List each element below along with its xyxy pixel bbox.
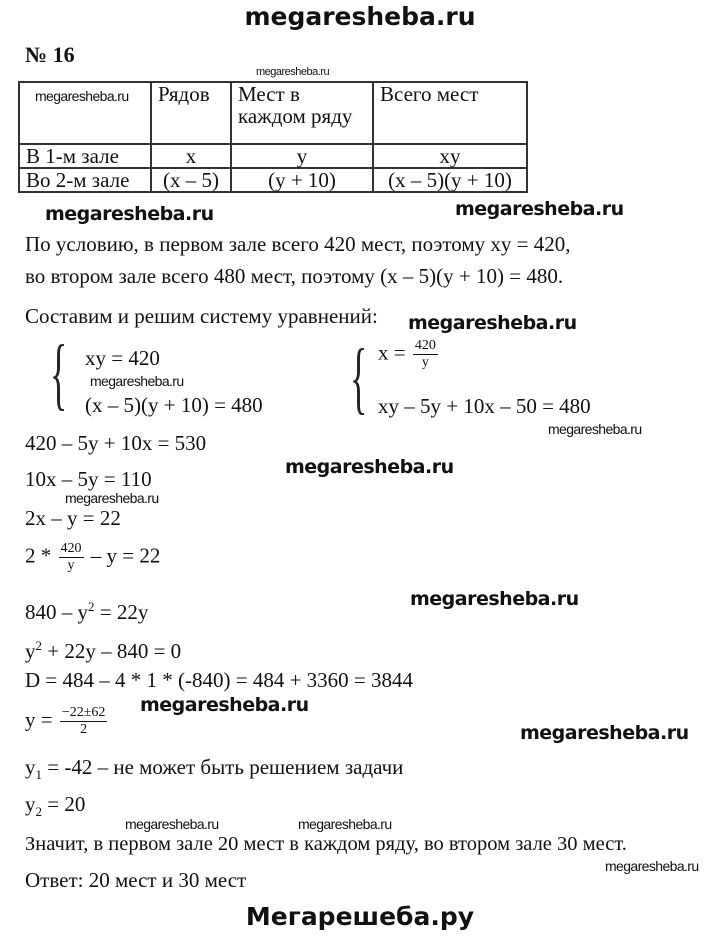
denominator: y — [67, 558, 75, 573]
expr: y = — [25, 707, 58, 732]
table-cell: Во 2-м зале — [19, 168, 151, 192]
text-line: Составим и решим систему уравнений: — [25, 304, 378, 328]
watermark: megaresheba.ru — [35, 88, 129, 104]
text-line — [25, 755, 403, 787]
text-line — [25, 705, 109, 738]
expr: 2 * — [25, 543, 57, 568]
watermark: megaresheba.ru — [605, 858, 699, 874]
text-line: 420 – 5y + 10x = 530 — [25, 431, 207, 455]
expr: = 20 — [42, 792, 86, 816]
watermark: megaresheba.ru — [65, 490, 159, 506]
system-brace: { — [350, 334, 368, 422]
numerator: 420 — [60, 541, 82, 556]
watermark: megaresheba.ru — [520, 722, 689, 744]
watermark: megaresheba.ru — [256, 66, 330, 78]
numerator: 420 — [414, 338, 436, 353]
watermark: megaresheba.ru — [125, 816, 219, 832]
table-header-cell: Рядов — [151, 82, 231, 144]
expr: y — [25, 755, 36, 779]
table-cell: (x – 5)(y + 10) — [373, 168, 527, 192]
expr: – y = 22 — [85, 543, 161, 568]
fraction — [60, 705, 108, 738]
site-footer[interactable]: Мегарешеба.ру — [245, 902, 475, 931]
expr: y — [25, 639, 36, 663]
expr: = -42 – не может быть решением задачи — [42, 755, 404, 779]
text-line — [25, 792, 85, 824]
text-line — [25, 634, 181, 663]
system-brace: { — [50, 330, 68, 418]
denominator: y — [421, 355, 429, 370]
watermark: megaresheba.ru — [455, 198, 624, 220]
subscript: 2 — [35, 804, 42, 820]
table-cell: y — [231, 144, 373, 168]
equation: (x – 5)(y + 10) = 480 — [85, 393, 263, 417]
numerator: −22±62 — [61, 705, 106, 720]
watermark: megaresheba.ru — [140, 694, 309, 716]
text-line: 2x – y = 22 — [25, 506, 121, 530]
equation — [378, 338, 440, 371]
fraction — [413, 338, 438, 371]
text-line: 10x – 5y = 110 — [25, 467, 152, 491]
superscript: 2 — [35, 638, 42, 653]
answer: Ответ: 20 мест и 30 мест — [25, 868, 247, 892]
equation-left: x = — [378, 340, 411, 365]
text-line — [25, 595, 148, 624]
table-cell: x — [151, 144, 231, 168]
table-cell: xy — [373, 144, 527, 168]
expr: 840 – y — [25, 600, 88, 624]
expr: = 22y — [94, 600, 149, 624]
text-line — [25, 541, 160, 574]
watermark: megaresheba.ru — [285, 456, 454, 478]
watermark: megaresheba.ru — [548, 421, 642, 437]
watermark: megaresheba.ru — [90, 373, 184, 389]
fraction — [59, 541, 84, 574]
equation: xy = 420 — [85, 346, 160, 370]
watermark: megaresheba.ru — [45, 203, 214, 225]
task-number: № 16 — [25, 42, 75, 67]
text-line: во втором зале всего 480 мест, поэтому (x – 5)(y + 10) = 480. — [25, 264, 564, 288]
table-row — [19, 168, 527, 192]
text-line: По условию, в первом зале всего 420 мест, поэтому xy = 420, — [25, 232, 571, 256]
table-cell: В 1-м зале — [19, 144, 151, 168]
table-row — [19, 144, 527, 168]
watermark: megaresheba.ru — [408, 312, 577, 334]
expr: y — [25, 792, 36, 816]
table-header-cell: Всего мест — [373, 82, 527, 144]
denominator: 2 — [80, 722, 88, 737]
site-header[interactable]: megaresheba.ru — [244, 2, 476, 31]
table-cell: (y + 10) — [231, 168, 373, 192]
superscript: 2 — [88, 599, 95, 614]
table-cell: (x – 5) — [151, 168, 231, 192]
conclusion: Значит, в первом зале 20 мест в каждом ряду, во втором зале 30 мест. — [25, 833, 627, 855]
watermark: megaresheba.ru — [410, 588, 579, 610]
expr: + 22y – 840 = 0 — [42, 639, 182, 663]
watermark: megaresheba.ru — [298, 816, 392, 832]
text-line: D = 484 – 4 * 1 * (-840) = 484 + 3360 = 3844 — [25, 668, 414, 692]
equation: xy – 5y + 10x – 50 = 480 — [378, 394, 591, 418]
table-header-cell: Мест в каждом ряду — [231, 82, 373, 144]
subscript: 1 — [35, 767, 42, 783]
